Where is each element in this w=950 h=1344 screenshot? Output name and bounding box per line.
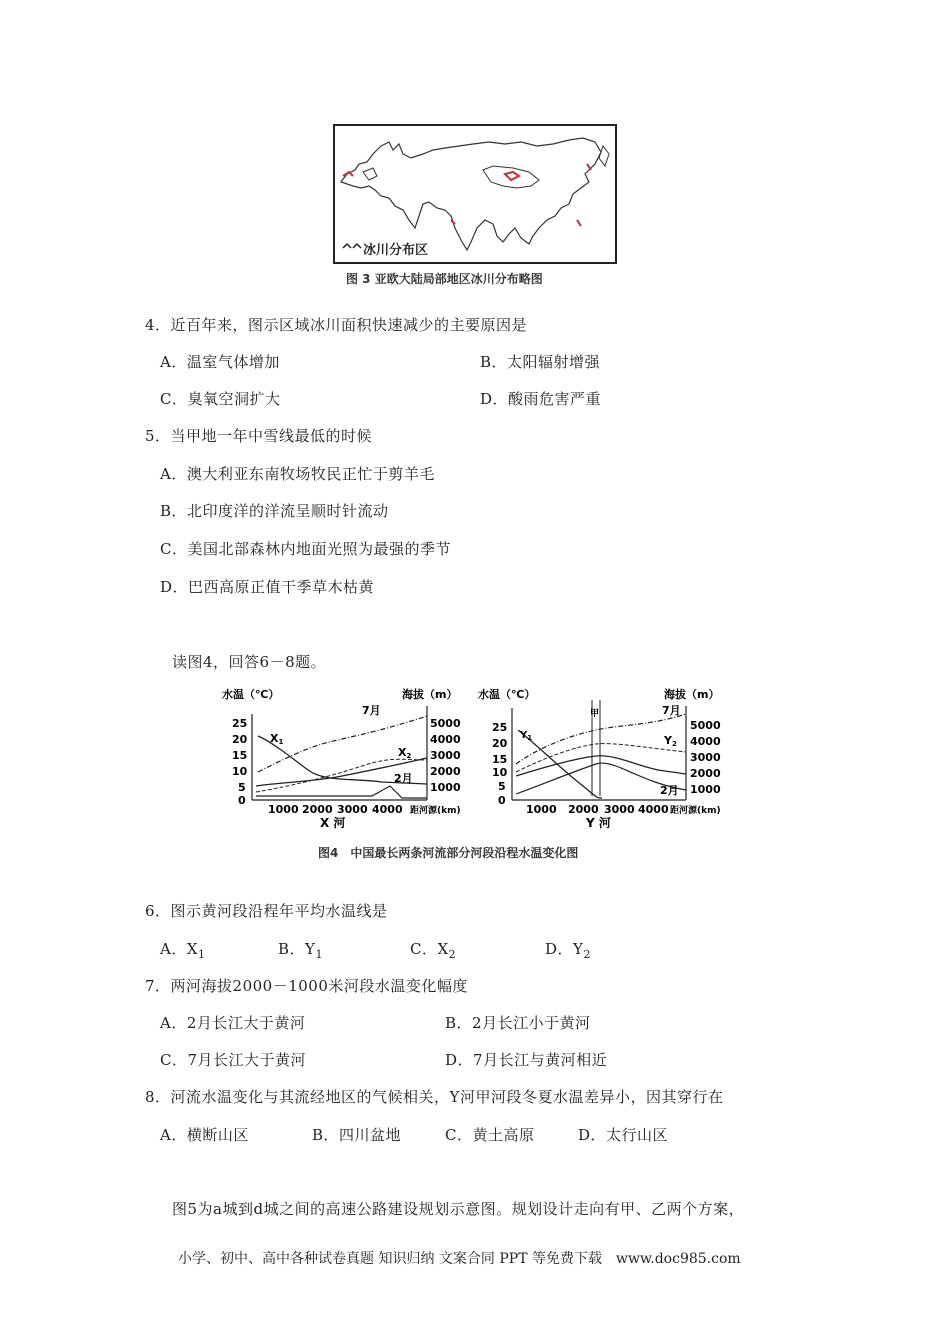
left-tick: 10 [492,766,508,779]
right-tick: 1000 [430,781,461,794]
intro-6-8: 读图4，回答6－8题。 [172,653,327,671]
chart-name: Y 河 [586,816,611,830]
question-5 [145,425,372,446]
question-6 [145,900,388,921]
label-july: 7月 [362,704,381,717]
right-tick: 4000 [430,733,461,746]
option-4d: D．酸雨危害严重 [480,390,602,408]
question-stem: 两河海拔2000－1000米河段水温变化幅度 [170,977,468,995]
option-5c: C．美国北部森林内地面光照为最强的季节 [160,540,451,558]
option-5d: D．巴西高原正值干季草木枯黄 [160,578,375,596]
question-stem: 河流水温变化与其流经地区的气候相关，Y河甲河段冬夏水温差异小，因其穿行在 [170,1088,724,1106]
y-left-label: 水温（℃） [478,688,536,701]
question-stem: 近百年来，图示区域冰川面积快速减少的主要原因是 [170,316,528,334]
x-axis-label: 距河源(km) [670,806,721,816]
option-4c: C．臭氧空洞扩大 [160,390,281,408]
figure4-caption: 图4 中国最长两条河流部分河段沿程水温变化图 [318,846,579,860]
option-7b: B．2月长江小于黄河 [445,1014,591,1032]
question-7 [145,975,468,996]
option-4b: B．太阳辐射增强 [480,353,601,371]
left-tick: 0 [498,794,506,807]
question-stem: 当甲地一年中雪线最低的时候 [170,427,373,445]
left-tick: 25 [492,721,508,734]
y-left-label: 水温（℃） [222,688,280,701]
question-stem: 图示黄河段沿程年平均水温线是 [170,902,388,920]
label-y1: $Y_1$ [520,730,533,742]
left-tick: 15 [492,753,508,766]
option-4a: A．温室气体增加 [160,353,280,371]
right-tick: 2000 [430,765,461,778]
label-x1: X1 [270,732,284,746]
y-river-plot [478,686,740,831]
x-river-plot [222,686,492,831]
right-tick: 1000 [690,783,721,796]
july-line [516,714,686,764]
left-tick: 20 [492,737,508,750]
x-tick: 1000 [526,803,557,816]
option-8c: C．黄土高原 [445,1126,535,1144]
x-tick: 3000 [604,803,635,816]
left-tick: 25 [232,717,248,730]
question-number: 7． [145,977,171,995]
left-tick: 5 [238,781,246,794]
question-number: 6． [145,902,171,920]
label-x2: X2 [398,746,412,760]
option-6a: A．$X_1$ [160,940,206,961]
option-7d: D．7月长江与黄河相近 [445,1051,608,1069]
left-tick: 15 [232,749,248,762]
x-river-chart [222,686,492,831]
option-8a: A．横断山区 [160,1126,249,1144]
option-6c: C．$X_2$ [410,940,457,961]
footer: 小学、初中、高中各种试卷真题 知识归纳 文案合同 PPT 等免费下载 www.doc985.com [178,1251,741,1267]
right-tick: 5000 [430,717,461,730]
option-6b: B．$Y_1$ [278,940,323,961]
label-feb: 2月 [660,784,679,797]
right-tick: 4000 [690,735,721,748]
x-axis-label: 距河源(km) [410,806,461,816]
x-tick: 4000 [372,803,403,816]
feb-line [256,786,427,798]
question-number: 4． [145,316,171,334]
left-tick: 0 [238,794,246,807]
y-river-chart [478,686,740,831]
map-caption: 图 3 亚欧大陆局部地区冰川分布略图 [346,272,543,286]
label-july: 7月 [662,704,681,717]
option-7c: C．7月长江大于黄河 [160,1051,307,1069]
option-7a: A．2月长江大于黄河 [160,1014,306,1032]
option-8b: B．四川盆地 [312,1126,402,1144]
option-5a: A．澳大利亚东南牧场牧民正忙于剪羊毛 [160,465,435,483]
question-4 [145,314,527,335]
label-feb: 2月 [394,772,413,785]
left-tick: 10 [232,765,248,778]
chart-name: X 河 [320,816,346,830]
altitude-line [516,756,686,776]
x-tick: 1000 [268,803,299,816]
right-tick: 2000 [690,767,721,780]
label-jia: 甲 [590,709,600,719]
question-8 [145,1086,723,1107]
question-number: 5． [145,427,171,445]
y-right-label: 海拔（m） [402,688,458,701]
left-tick: 20 [232,733,248,746]
right-tick: 3000 [430,749,461,762]
right-tick: 3000 [690,751,721,764]
label-y2: Y2 [664,734,677,748]
x-tick: 3000 [337,803,368,816]
question-number: 8． [145,1088,171,1106]
x-tick: 2000 [568,803,599,816]
x-tick: 4000 [638,803,669,816]
map-legend-label: 冰川分布区 [363,243,429,258]
figure5-intro: 图5为a城到d城之间的高速公路建设规划示意图。规划设计走向有甲、乙两个方案， [172,1200,745,1218]
x-tick: 2000 [302,803,333,816]
right-tick: 5000 [690,719,721,732]
option-8d: D．太行山区 [578,1126,669,1144]
y-right-label: 海拔（m） [664,688,720,701]
glacier-map [333,124,617,264]
option-6d: D．$Y_2$ [545,940,591,961]
option-5b: B．北印度洋的洋流呈顺时针流动 [160,502,389,520]
left-tick: 5 [498,780,506,793]
